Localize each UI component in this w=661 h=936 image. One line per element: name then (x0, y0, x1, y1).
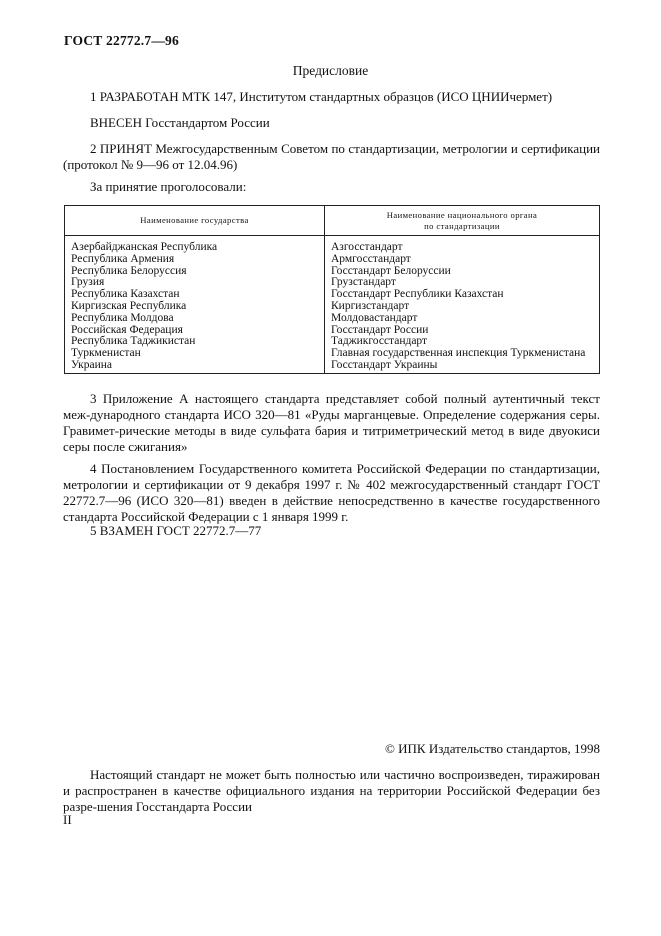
state-name: Республика Казахстан (71, 288, 180, 301)
standards-body-name: Таджикгосстандарт (331, 335, 428, 348)
standards-body-name: Армгосстандарт (331, 252, 411, 265)
state-name: Республика Молдова (71, 311, 174, 324)
table-header-body: Наименование национального органа по стандартизации (325, 206, 600, 236)
table-header-state: Наименование государства (65, 206, 325, 236)
item-1-developed: 1 РАЗРАБОТАН МТК 147, Институтом стандартных образцов (ИСО ЦНИИчермет) (90, 89, 553, 104)
state-name: Туркменистан (71, 347, 141, 360)
item-4-resolution: 4 Постановлением Государственного комитета Российской Федерации по стандартизации, метрологии и сертификации от 9 декабря 1997 г. № 402 межгосударственный стандарт ГОСТ 22772.7—96 (ИСО 320—81) введен в действие непосредственно в качестве государственного стандарта Российской Федерации с 1 января 1999 г. (63, 461, 600, 524)
standards-body-name: Киргизстандарт (331, 299, 410, 312)
state-name: Республика Армения (71, 252, 175, 265)
state-name: Киргизская Республика (71, 299, 187, 312)
body-column (325, 236, 600, 374)
state-name: Республика Белоруссия (71, 264, 187, 277)
state-name: Грузия (71, 276, 105, 289)
item-2-adopted: 2 ПРИНЯТ Межгосударственным Советом по стандартизации, метрологии и сертификации (протокол № 9—96 от 12.04.96) (63, 141, 600, 172)
item-voted-label: За принятие проголосовали: (90, 179, 247, 194)
state-name: Российская Федерация (71, 323, 183, 336)
standards-body-name: Азгосстандарт (331, 241, 403, 253)
state-column (65, 236, 325, 374)
standards-body-name: Госстандарт Украины (331, 358, 438, 371)
standards-body-name: Главная государственная инспекция Туркменистана (331, 347, 586, 360)
state-name: Украина (71, 358, 112, 371)
standards-body-name: Госстандарт Белоруссии (331, 264, 451, 277)
item-3-annex: 3 Приложение А настоящего стандарта представляет собой полный аутентичный текст меж-дународного стандарта ИСО 320—81 «Руды марганцевые. Определение содержания серы. Гравимет-рические методы в виде сульфата бария и титриметрический метод в виде двуокиси серы после сжигания» (63, 391, 600, 454)
reproduction-notice: Настоящий стандарт не может быть полностью или частично воспроизведен, тиражирован и распространен в качестве официального издания на территории Российской Федерации без разре-шения Госстандарта России (63, 767, 600, 814)
standards-body-name: Молдовастандарт (331, 311, 418, 324)
item-introduced: ВНЕСЕН Госстандартом России (90, 115, 270, 130)
standards-body-name: Госстандарт Республики Казахстан (331, 288, 504, 301)
page-title: Предисловие (292, 63, 369, 78)
state-name: Республика Таджикистан (71, 335, 196, 348)
voting-states-table (64, 205, 600, 374)
page-number: II (63, 812, 72, 827)
state-name: Азербайджанская Республика (71, 241, 218, 253)
copyright-line: © ИПК Издательство стандартов, 1998 (385, 741, 600, 756)
document-code-header: ГОСТ 22772.7—96 (64, 33, 179, 48)
item-5-replaces: 5 ВЗАМЕН ГОСТ 22772.7—77 (90, 523, 262, 538)
standards-body-name: Госстандарт России (331, 323, 429, 336)
standards-body-name: Грузстандарт (331, 276, 396, 289)
